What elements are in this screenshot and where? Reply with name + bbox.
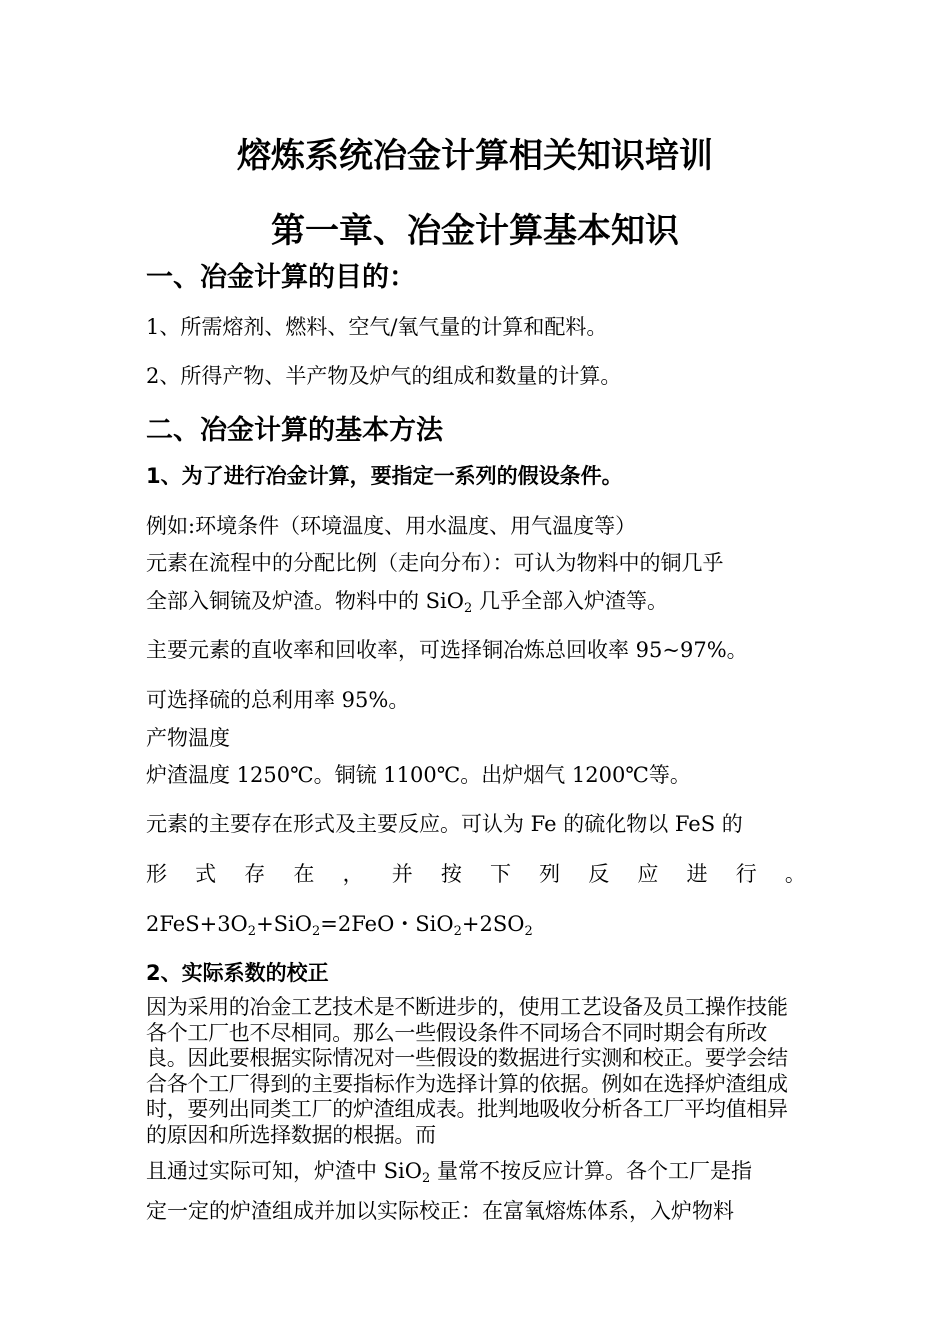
paragraph-environment: 例如:环境条件（环境温度、用水温度、用气温度等）: [146, 514, 637, 538]
paragraph-distribution-line1: 元素在流程中的分配比例（走向分布）：可认为物料中的铜几乎: [146, 551, 724, 575]
paragraph-temperature-label: 产物温度: [146, 726, 230, 750]
paragraph-correction-line8: 定一定的炉渣组成并加以实际校正：在富氧熔炼体系，入炉物料: [146, 1199, 734, 1223]
paragraph-forms-line1: 元素的主要存在形式及主要反应。可认为 Fe 的硫化物以 FeS 的: [146, 812, 743, 836]
reaction-equation: $2FeS+3O_2+SiO_2=2FeO$・$SiO_2+2SO_2$: [146, 912, 533, 939]
paragraph-sulfur: 可选择硫的总利用率 95%。: [146, 688, 410, 712]
paragraph-correction: 因为采用的冶金工艺技术是不断进步的，使用工艺设备及员工操作技能各个工厂也不尽相同。那么一些假设条件不同场合不同时期会有所改良。因此要根据实际情况对一些假设的数据进行实测和校正。要学会结合各个工厂得到的主要指标作为选择计算的依据。例如在选择炉渣组成时，要列出同类工厂的炉渣组成表。批判地吸收分析各工厂平均值相异的原因和所选择数据的根据。而: [146, 995, 788, 1147]
paragraph-temperature: 炉渣温度 1250℃。铜锍 1100℃。出炉烟气 1200℃等。: [146, 763, 691, 787]
paragraph-recovery: 主要元素的直收率和回收率，可选择铜冶炼总回收率 95~97%。: [146, 638, 748, 662]
paragraph-forms-line2: 形 式 存 在 ， 并 按 下 列 反 应 进 行 。: [146, 862, 806, 886]
section-heading-methods: 二、冶金计算的基本方法: [146, 415, 443, 446]
paragraph-distribution-line2: 全部入铜锍及炉渣。物料中的 SiO$_2$ 几乎全部入炉渣等。: [146, 589, 668, 616]
subsection-heading-correction: 2、实际系数的校正: [146, 961, 329, 985]
subsection-heading-assumptions: 1、为了进行冶金计算，要指定一系列的假设条件。: [146, 464, 623, 488]
section-heading-purpose: 一、冶金计算的目的：: [146, 262, 416, 293]
chapter-title: 第一章、冶金计算基本知识: [271, 211, 679, 251]
document-title: 熔炼系统冶金计算相关知识培训: [237, 136, 713, 176]
paragraph-correction-line7: 且通过实际可知，炉渣中 SiO$_2$ 量常不按反应计算。各个工厂是指: [146, 1159, 752, 1186]
purpose-item-1: 1、所需熔剂、燃料、空气/氧气量的计算和配料。: [146, 315, 608, 339]
purpose-item-2: 2、所得产物、半产物及炉气的组成和数量的计算。: [146, 364, 622, 388]
